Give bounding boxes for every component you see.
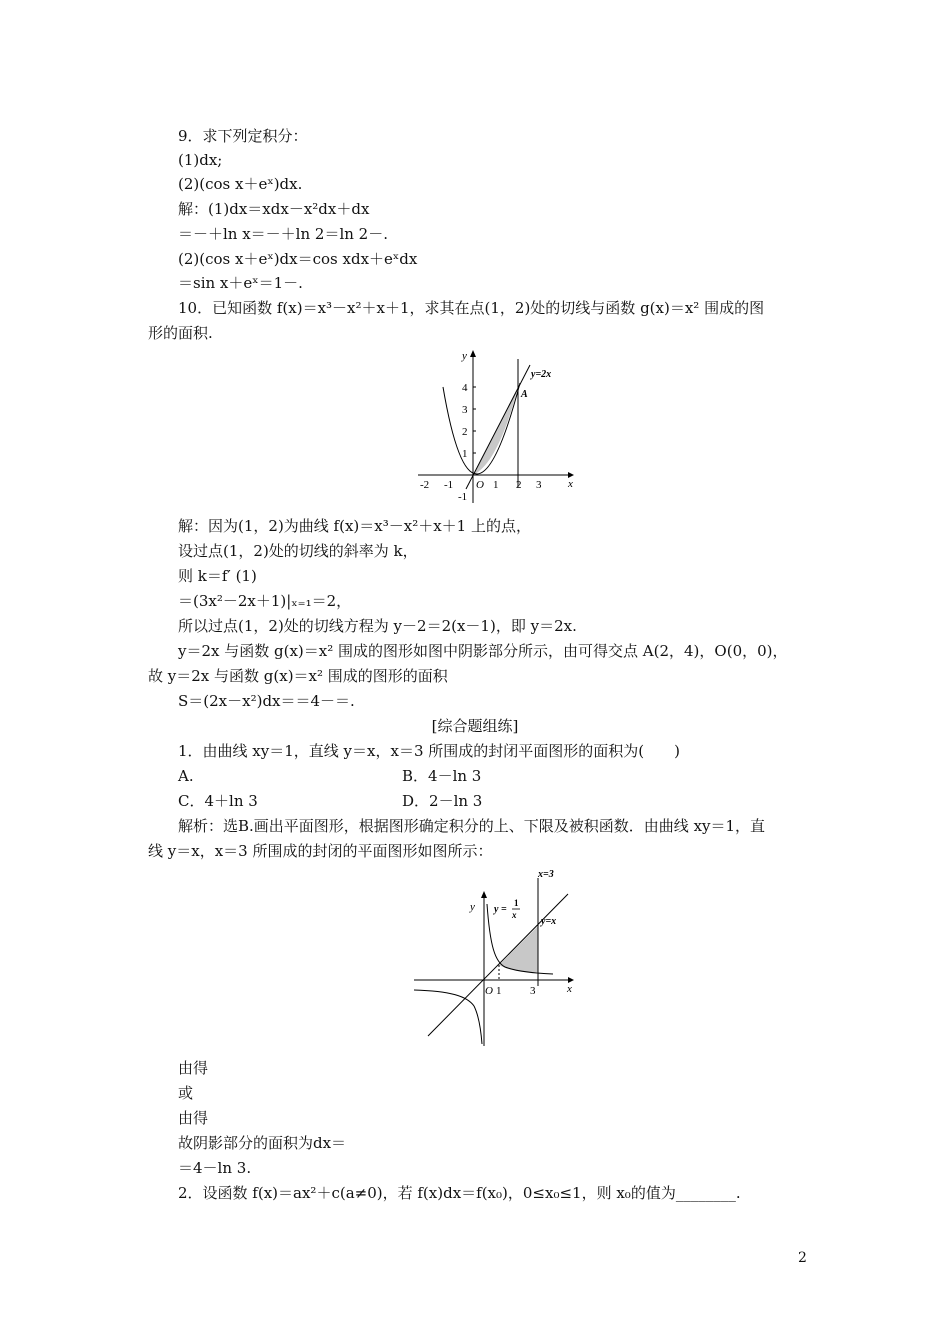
fig1-line-label: y=2x [531, 369, 552, 380]
section-heading: [综合题组练] [431, 717, 519, 735]
fig2-x3-label: x=3 [538, 869, 554, 880]
c1-option-a: A. [178, 767, 194, 785]
fig1-y-label: y [462, 350, 467, 362]
q9-part1: (1)dx; [178, 151, 223, 169]
fig1-ytick: 1 [462, 448, 468, 460]
c1-solution-5: 由得 [178, 1109, 209, 1127]
fig1-ytick: -1 [458, 491, 468, 503]
q9-solution-1: 解：(1)dx＝xdx－x²dx＋dx [178, 200, 370, 218]
fig2-x-label: x [567, 983, 572, 995]
fig1-xtick: -2 [420, 479, 430, 491]
q9-solution-3: (2)(cos x＋eˣ)dx＝cos xdx＋eˣdx [178, 250, 418, 268]
c1-question: 1．由曲线 xy＝1，直线 y＝x，x＝3 所围成的封闭平面图形的面积为( ) [178, 742, 680, 760]
page-number: 2 [798, 1250, 807, 1266]
c1-solution-1: 解析：选B.画出平面图形，根据图形确定积分的上、下限及被积函数．由曲线 xy＝1，直 [178, 817, 766, 835]
figure-hyperbola-region [410, 866, 580, 1051]
q10-solution-3: 则 k＝f′ (1) [178, 567, 257, 585]
fig1-xtick: -1 [444, 479, 454, 491]
q9-title: 9．求下列定积分： [178, 127, 308, 145]
fig2-tick-1: 1 [496, 985, 502, 997]
fig2-tick-3: 3 [530, 985, 536, 997]
q9-solution-2: ＝－＋ln x＝－＋ln 2＝ln 2－. [178, 225, 388, 243]
fig1-xtick: 2 [516, 479, 522, 491]
q10-solution-5: 所以过点(1，2)处的切线方程为 y－2＝2(x－1)，即 y＝2x. [178, 617, 577, 635]
fig1-ytick: 2 [462, 426, 468, 438]
q10-line2: 形的面积. [148, 324, 213, 342]
q10-solution-7: 故 y＝2x 与函数 g(x)＝x² 围成的图形的面积 [148, 667, 448, 685]
fig2-line-label: y=x [541, 916, 557, 927]
q10-line1: 10．已知函数 f(x)＝x³－x²＋x＋1，求其在点(1，2)处的切线与函数 g(x)＝x² 围成的图 [178, 299, 765, 317]
c1-solution-6: 故阴影部分的面积为dx＝ [178, 1134, 347, 1152]
q9-solution-4: ＝sin x＋eˣ＝1－. [178, 274, 303, 292]
q10-solution-1: 解：因为(1，2)为曲线 f(x)＝x³－x²＋x＋1 上的点， [178, 517, 531, 535]
fig2-curve-label-den: x [512, 910, 517, 920]
q10-solution-2: 设过点(1，2)处的切线的斜率为 k， [178, 542, 418, 560]
fig2-curve-label-prefix: y = [494, 904, 507, 915]
fig1-xtick: 3 [536, 479, 542, 491]
q9-part2: (2)(cos x＋eˣ)dx. [178, 175, 303, 193]
c1-option-d: D．2－ln 3 [402, 792, 483, 810]
c1-solution-3: 由得 [178, 1059, 209, 1077]
fig2-origin: O [485, 985, 493, 997]
c1-solution-2: 线 y＝x，x＝3 所围成的封闭的平面图形如图所示： [148, 842, 493, 860]
c1-solution-4: 或 [178, 1084, 194, 1102]
fig1-point-a: A [521, 389, 528, 400]
figure-tangent-parabola [410, 345, 580, 505]
fig1-xtick: 1 [493, 479, 499, 491]
fig1-origin: O [476, 479, 484, 491]
c1-option-c: C．4＋ln 3 [178, 792, 258, 810]
c2-question: 2．设函数 f(x)＝ax²＋c(a≠0)，若 f(x)dx＝f(x₀)，0≤x₀≤1，则 x₀的值为________. [178, 1184, 741, 1202]
c1-option-b: B．4－ln 3 [402, 767, 482, 785]
fig2-curve-label-num: 1 [514, 898, 519, 908]
fig1-ytick: 3 [462, 404, 468, 416]
fig2-y-label: y [470, 901, 475, 913]
q10-solution-6: y＝2x 与函数 g(x)＝x² 围成的图形如图中阴影部分所示，由可得交点 A(2，4)，O(0，0)， [178, 642, 788, 660]
c1-solution-7: ＝4－ln 3. [178, 1159, 252, 1177]
q10-solution-4: ＝(3x²－2x＋1)|ₓ₌₁＝2， [178, 592, 352, 610]
fig1-ytick: 4 [462, 382, 468, 394]
q10-solution-8: S＝(2x－x²)dx＝＝4－＝. [178, 692, 355, 710]
fig1-x-label: x [568, 478, 573, 490]
